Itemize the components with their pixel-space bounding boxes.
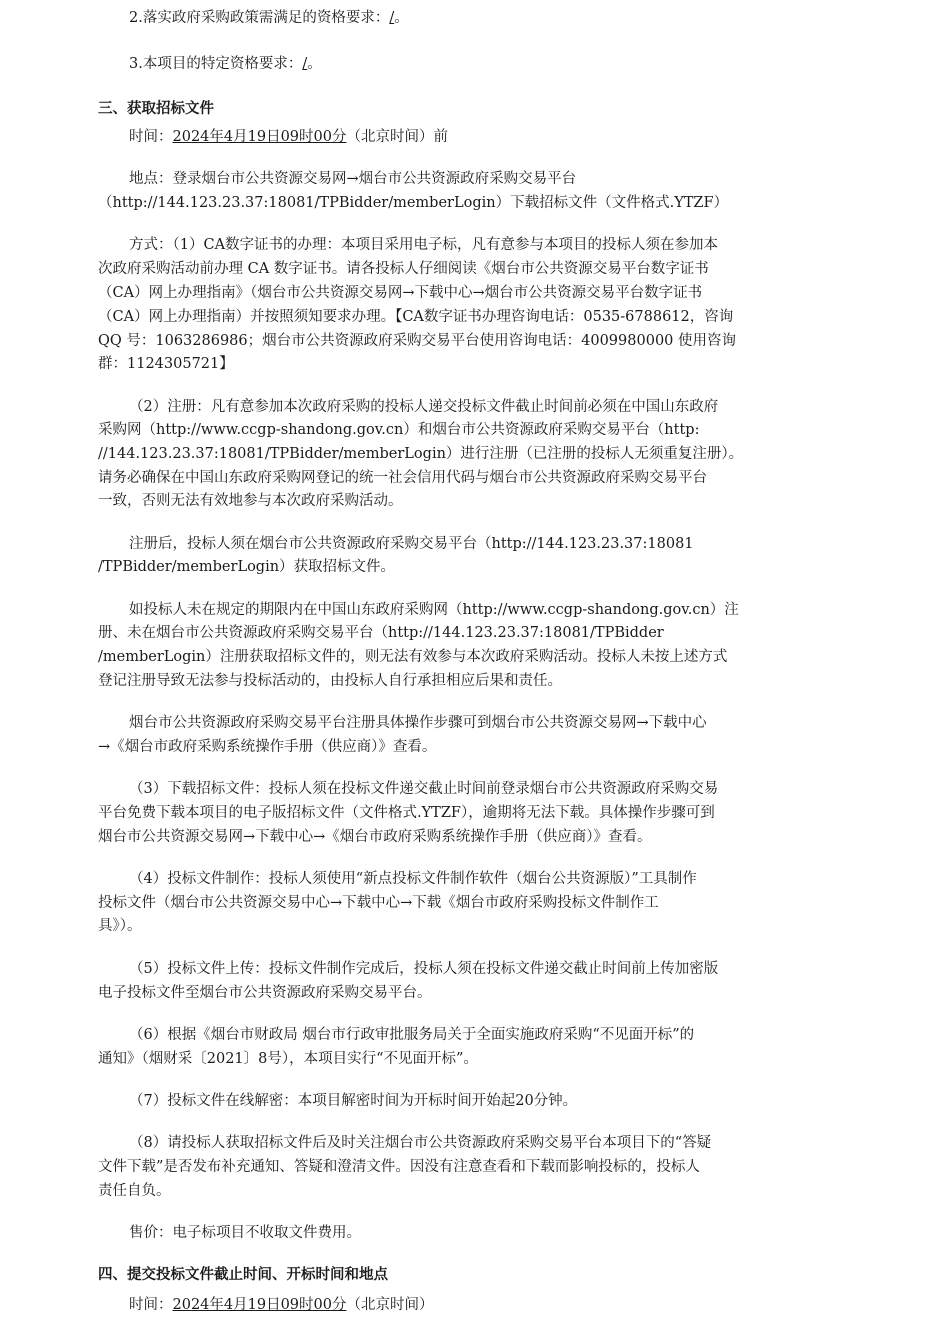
text-line: （3）下载招标文件：投标人须在投标文件递交截止时间前登录烟台市公共资源政府采购交易 [129, 781, 719, 797]
text-line: 3.本项目的特定资格要求：/。 [129, 56, 322, 72]
text-line: →《烟台市政府采购系统操作手册（供应商）》查看。 [98, 739, 437, 755]
text-line: 平台免费下载本项目的电子版招标文件（文件格式.YTZF），逾期将无法下载。具体操作步骤可到 [98, 805, 715, 821]
text-line: 电子投标文件至烟台市公共资源政府采购交易平台。 [98, 985, 432, 1001]
text-line: 责任自负。 [98, 1183, 171, 1199]
text-line: （8）请投标人获取招标文件后及时关注烟台市公共资源政府采购交易平台本项目下的“答疑 [129, 1135, 712, 1151]
text-line: 时间：2024年4月19日09时00分（北京时间） [129, 1297, 434, 1313]
section-heading: 三、获取招标文件 [98, 101, 214, 117]
text-line: 地点：登录烟台市公共资源交易网→烟台市公共资源政府采购交易平台 [129, 171, 577, 187]
text-line: （7）投标文件在线解密：本项目解密时间为开标时间开始起20分钟。 [129, 1093, 578, 1109]
text-line: 文件下载”是否发布补充通知、答疑和澄清文件。因没有注意查看和下载而影响投标的，投标人 [98, 1159, 700, 1175]
text-line: （2）注册：凡有意参加本次政府采购的投标人递交投标文件截止时间前必须在中国山东政府 [129, 399, 719, 415]
text-line: /memberLogin）注册获取招标文件的，则无法有效参与本次政府采购活动。投标人未按上述方式 [98, 649, 728, 665]
text-line: （4）投标文件制作：投标人须使用“新点投标文件制作软件（烟台公共资源版）”工具制作 [129, 871, 697, 887]
text-line: （http://144.123.23.37:18081/TPBidder/memberLogin）下载招标文件（文件格式.YTZF） [98, 195, 729, 211]
text-line: 一致，否则无法有效地参与本次政府采购活动。 [98, 493, 403, 509]
text-line: 册、未在烟台市公共资源政府采购交易平台（http://144.123.23.37:18081/TPBidder [98, 625, 664, 641]
text-line: 投标文件（烟台市公共资源交易中心→下载中心→下载《烟台市政府采购投标文件制作工 [98, 895, 659, 911]
text-line: 烟台市公共资源交易网→下载中心→《烟台市政府采购系统操作手册（供应商）》查看。 [98, 829, 652, 845]
section-heading: 四、提交投标文件截止时间、开标时间和地点 [98, 1267, 388, 1283]
text-line: 方式：（1）CA数字证书的办理：本项目采用电子标，凡有意参与本项目的投标人须在参加本 [129, 237, 719, 253]
text-line: 如投标人未在规定的期限内在中国山东政府采购网（http://www.ccgp-shandong.gov.cn）注 [129, 602, 739, 618]
text-line: 烟台市公共资源政府采购交易平台注册具体操作步骤可到烟台市公共资源交易网→下载中心 [129, 715, 707, 731]
text-line: 通知》（烟财采〔2021〕8号），本项目实行“不见面开标”。 [98, 1051, 478, 1067]
text-line: /TPBidder/memberLogin）获取招标文件。 [98, 559, 396, 575]
text-line: 注册后，投标人须在烟台市公共资源政府采购交易平台（http://144.123.23.37:18081 [129, 536, 694, 552]
text-line: （CA）网上办理指南》（烟台市公共资源交易网→下载中心→烟台市公共资源交易平台数字证书 [98, 285, 703, 301]
text-line: 采购网（http://www.ccgp-shandong.gov.cn）和烟台市公共资源政府采购交易平台（http: [98, 422, 700, 438]
text-line: 时间：2024年4月19日09时00分（北京时间）前 [129, 129, 448, 145]
text-line: （5）投标文件上传：投标文件制作完成后，投标人须在投标文件递交截止时间前上传加密版 [129, 961, 719, 977]
text-line: 请务必确保在中国山东政府采购网登记的统一社会信用代码与烟台市公共资源政府采购交易平台 [98, 470, 707, 486]
text-line: （CA）网上办理指南）并按照须知要求办理。【CA数字证书办理咨询电话：0535-6788612，咨询 [98, 309, 734, 325]
text-line: //144.123.23.37:18081/TPBidder/memberLogin）进行注册（已注册的投标人无须重复注册）。 [98, 446, 744, 462]
text-line: （6）根据《烟台市财政局 烟台市行政审批服务局关于全面实施政府采购“不见面开标”的 [129, 1027, 695, 1043]
text-line: 次政府采购活动前办理 CA 数字证书。请各投标人仔细阅读《烟台市公共资源交易平台数字证书 [98, 261, 709, 277]
text-line: QQ 号：1063286986；烟台市公共资源政府采购交易平台使用咨询电话：4009980000 使用咨询 [98, 333, 736, 349]
text-line: 2.落实政府采购政策需满足的资格要求：/。 [129, 10, 409, 26]
text-line: 售价：电子标项目不收取文件费用。 [129, 1225, 361, 1241]
text-line: 群：1124305721】 [98, 356, 234, 372]
text-line: 具》）。 [98, 918, 142, 934]
text-line: 登记注册导致无法参与投标活动的，由投标人自行承担相应后果和责任。 [98, 673, 562, 689]
